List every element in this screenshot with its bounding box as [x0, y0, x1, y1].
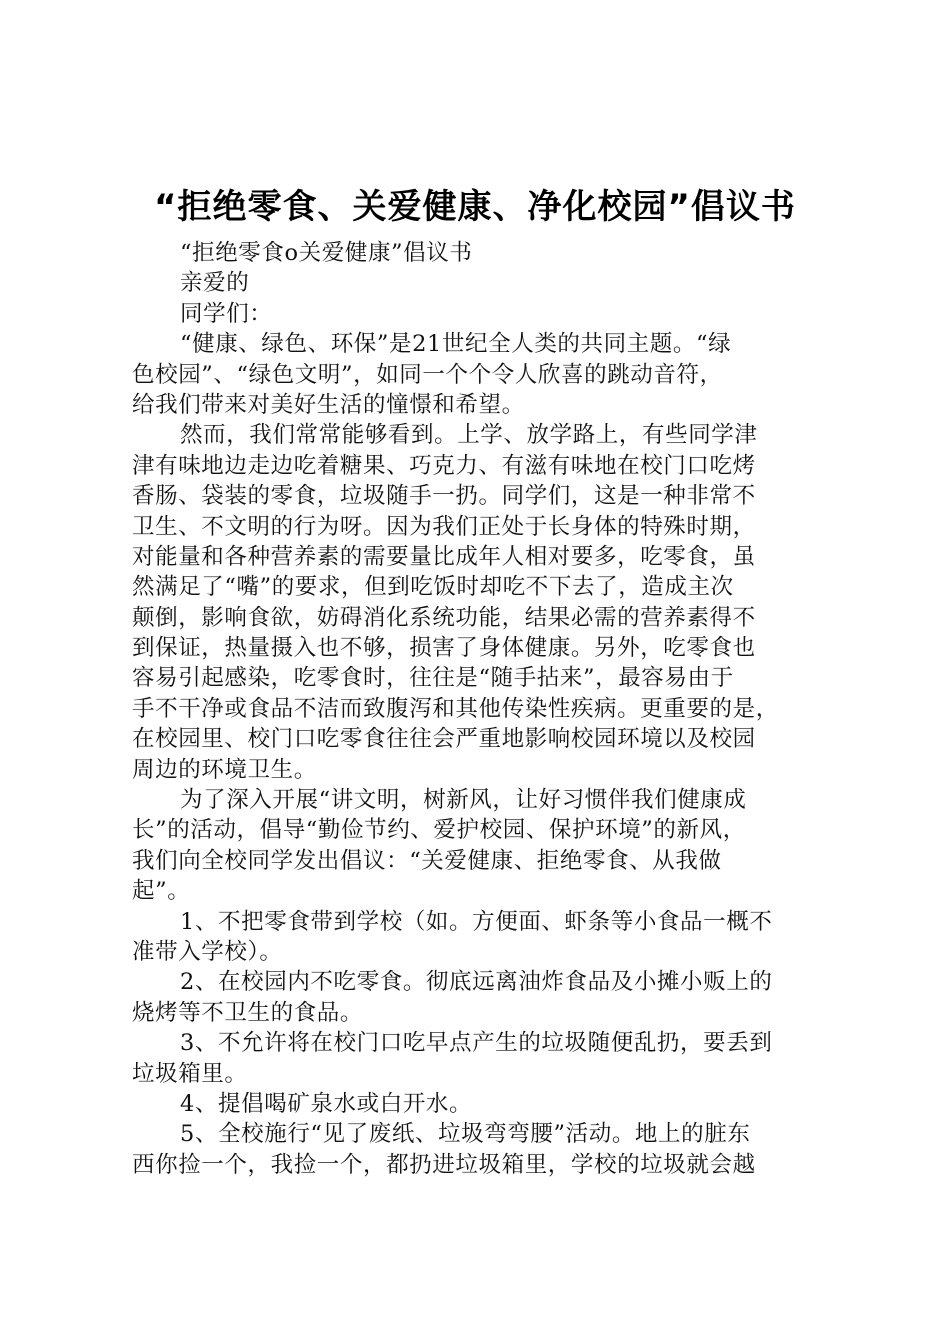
salutation-line: 同学们：: [180, 300, 273, 327]
paragraph-line: 然而，我们常常能够看到。上学、放学路上，有些同学津: [180, 422, 758, 449]
list-item-line: 垃圾箱里。: [132, 1060, 248, 1087]
salutation-line: 亲爱的: [180, 270, 250, 297]
paragraph-line: 给我们带来对美好生活的憧憬和希望。: [132, 391, 525, 418]
paragraph-line: 为了深入开展“讲文明，树新风，让好习惯伴我们健康成: [180, 787, 747, 814]
list-item-line: 2、在校园内不吃零食。彻底远离油炸食品及小摊小贩上的: [180, 969, 773, 996]
paragraph-line: 周边的环境卫生。: [132, 756, 317, 783]
paragraph-line: 到保证，热量摄入也不够，损害了身体健康。另外，吃零食也: [132, 635, 756, 662]
paragraph-line: 卫生、不文明的行为呀。因为我们正处于长身体的特殊时期，: [132, 513, 756, 540]
list-item-line: 准带入学校）。: [132, 938, 283, 965]
paragraph-line: 我们向全校同学发出倡议：“关爱健康、拒绝零食、从我做: [132, 847, 722, 874]
document-title: “拒绝零食、关爱健康、净化校园”倡议书: [154, 187, 796, 227]
paragraph-line: 长”的活动，倡导“勤俭节约、爱护校园、保护环境”的新风，: [132, 817, 746, 844]
list-item-line: 5、全校施行“见了废纸、垃圾弯弯腰”活动。地上的脏东: [180, 1121, 751, 1148]
paragraph-line: 对能量和各种营养素的需要量比成年人相对要多，吃零食，虽: [132, 543, 756, 570]
paragraph-line: “健康、绿色、环保”是21世纪全人类的共同主题。“绿: [180, 331, 732, 358]
paragraph-line: 然满足了“嘴”的要求，但到吃饭时却吃不下去了，造成主次: [132, 574, 734, 601]
paragraph-line: 手不干净或食品不洁而致腹泻和其他传染性疾病。更重要的是，: [132, 695, 779, 722]
document-body: [132, 238, 832, 1180]
paragraph-line: 容易引起感染，吃零食时，往往是“随手拈来”，最容易由于: [132, 665, 734, 692]
list-item-line: 3、不允许将在校门口吃早点产生的垃圾随便乱扔，要丢到: [180, 1030, 773, 1057]
paragraph-line: 在校园里、校门口吃零食往往会严重地影响校园环境以及校园: [132, 726, 756, 753]
list-item-line: 西你捡一个，我捡一个，都扔进垃圾箱里，学校的垃圾就会越: [132, 1151, 756, 1178]
paragraph-line: 起”。: [132, 878, 191, 905]
list-item-line: 1、不把零食带到学校（如。方便面、虾条等小食品一概不: [180, 908, 773, 935]
list-item-line: 4、提倡喝矿泉水或白开水。: [180, 1090, 473, 1117]
paragraph-line: 津有味地边走边吃着糖果、巧克力、有滋有味地在校门口吃烤: [132, 452, 756, 479]
paragraph-line: 色校园”、“绿色文明”，如同一个个令人欣喜的跳动音符，: [132, 361, 723, 388]
paragraph-line: 颠倒，影响食欲，妨碍消化系统功能，结果必需的营养素得不: [132, 604, 756, 631]
paragraph-line: 香肠、袋装的零食，垃圾随手一扔。同学们，这是一种非常不: [132, 483, 756, 510]
list-item-line: 烧烤等不卫生的食品。: [132, 999, 364, 1026]
subtitle-line: “拒绝零食o关爱健康”倡议书: [180, 240, 473, 266]
